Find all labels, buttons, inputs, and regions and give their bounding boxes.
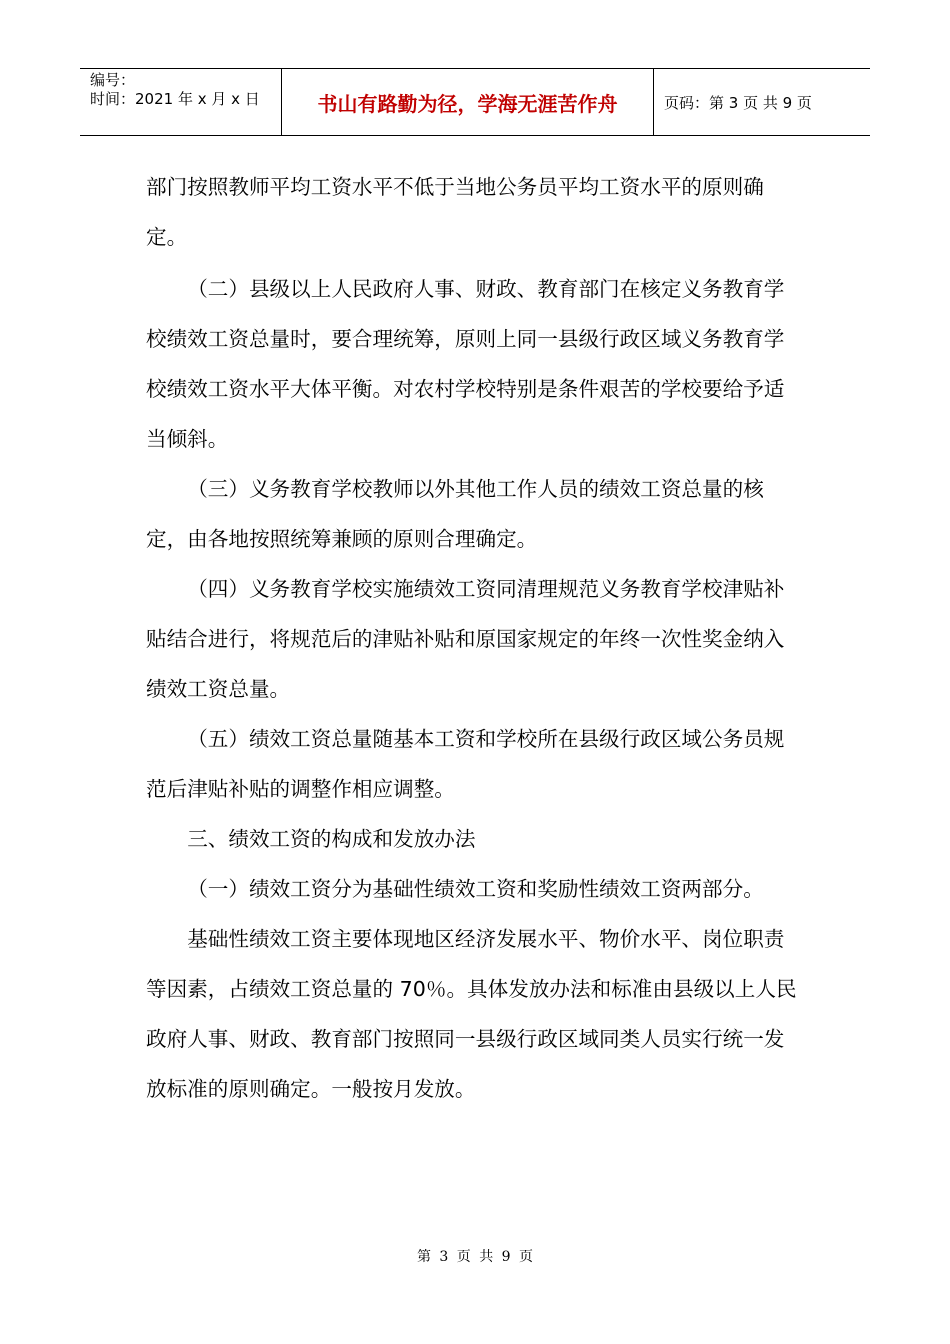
page-header	[80, 68, 870, 136]
paragraph-continuation: 部门按照教师平均工资水平不低于当地公务员平均工资水平的原则确定。	[146, 175, 764, 249]
document-date-label: 时间：2021 年 x 月 x 日	[90, 90, 260, 108]
header-motto: 书山有路勤为径，学海无涯苦作舟	[282, 69, 654, 135]
paragraph-item-2: （二）县级以上人民政府人事、财政、教育部门在核定义务教育学校绩效工资总量时，要合理统筹，原则上同一县级行政区域义务教育学校绩效工资水平大体平衡。对农村学校特别是条件艰苦的学校要给予适当倾斜。	[146, 277, 785, 451]
section-heading: 三、绩效工资的构成和发放办法	[187, 827, 476, 851]
page-footer: 第 3 页 共 9 页	[416, 1249, 534, 1265]
paragraph-item-4: （四）义务教育学校实施绩效工资同清理规范义务教育学校津贴补贴结合进行，将规范后的津贴补贴和原国家规定的年终一次性奖金纳入绩效工资总量。	[146, 577, 785, 701]
paragraph-item-3: （三）义务教育学校教师以外其他工作人员的绩效工资总量的核定，由各地按照统筹兼顾的原则合理确定。	[146, 477, 764, 551]
document-body	[146, 162, 801, 1114]
header-info-cell	[80, 69, 282, 135]
paragraph-basic-pay: 基础性绩效工资主要体现地区经济发展水平、物价水平、岗位职责等因素，占绩效工资总量的 70％。具体发放办法和标准由县级以上人民政府人事、财政、教育部门按照同一县级行政区域同类人员实行统一发放标准的原则确定。一般按月发放。	[146, 927, 797, 1101]
header-page-number: 页码：第 3 页 共 9 页	[664, 93, 812, 112]
paragraph-subitem-1: （一）绩效工资分为基础性绩效工资和奖励性绩效工资两部分。	[187, 877, 764, 901]
document-number-label: 编号：	[90, 71, 136, 89]
paragraph-item-5: （五）绩效工资总量随基本工资和学校所在县级行政区域公务员规范后津贴补贴的调整作相应调整。	[146, 727, 785, 801]
